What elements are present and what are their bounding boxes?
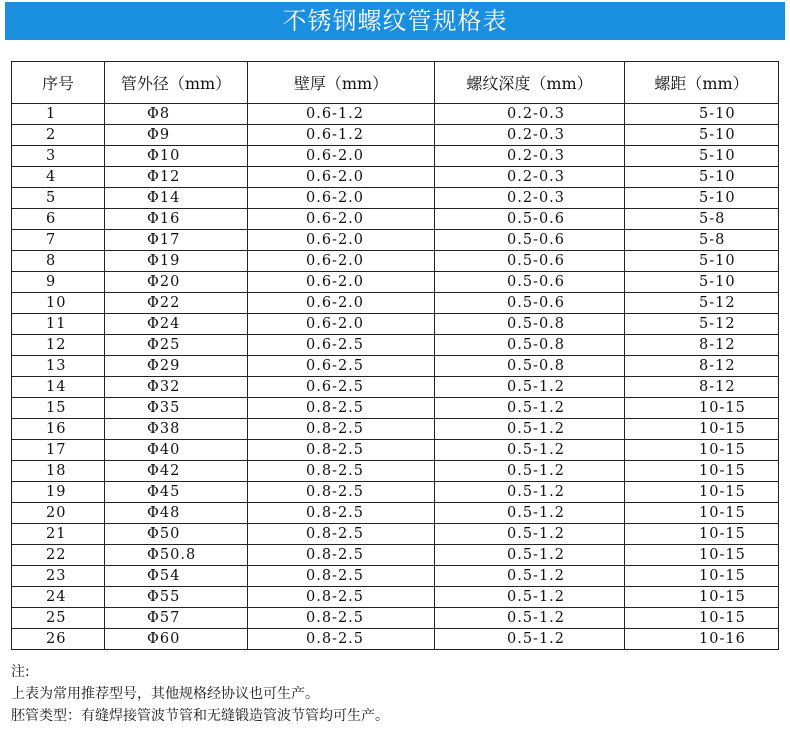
cell-pitch: 10-15: [625, 503, 779, 524]
cell-wall-thickness: 0.8-2.5: [248, 629, 435, 650]
cell-thread-depth: 0.5-1.2: [435, 482, 625, 503]
table-header-row: [12, 62, 779, 104]
cell-pitch: 8-12: [625, 377, 779, 398]
cell-index: 10: [12, 293, 105, 314]
cell-outer-diameter: Φ38: [105, 419, 248, 440]
cell-wall-thickness: 0.6-2.0: [248, 209, 435, 230]
cell-index: 6: [12, 209, 105, 230]
cell-pitch: 5-10: [625, 167, 779, 188]
cell-wall-thickness: 0.6-2.5: [248, 356, 435, 377]
notes: [11, 661, 781, 727]
cell-wall-thickness: 0.6-2.0: [248, 146, 435, 167]
cell-index: 9: [12, 272, 105, 293]
cell-pitch: 10-15: [625, 608, 779, 629]
cell-pitch: 10-15: [625, 524, 779, 545]
table-row: [12, 587, 779, 608]
cell-pitch: 5-12: [625, 293, 779, 314]
table-row: [12, 272, 779, 293]
cell-outer-diameter: Φ40: [105, 440, 248, 461]
cell-wall-thickness: 0.8-2.5: [248, 503, 435, 524]
cell-wall-thickness: 0.6-2.0: [248, 251, 435, 272]
table-row: [12, 440, 779, 461]
cell-outer-diameter: Φ16: [105, 209, 248, 230]
table-row: [12, 356, 779, 377]
cell-wall-thickness: 0.6-1.2: [248, 104, 435, 125]
table-row: [12, 566, 779, 587]
cell-pitch: 8-12: [625, 335, 779, 356]
table-row: [12, 188, 779, 209]
cell-pitch: 10-15: [625, 419, 779, 440]
header-index: 序号: [12, 62, 105, 104]
table-row: [12, 629, 779, 650]
cell-pitch: 10-15: [625, 545, 779, 566]
cell-index: 15: [12, 398, 105, 419]
cell-thread-depth: 0.2-0.3: [435, 104, 625, 125]
cell-index: 23: [12, 566, 105, 587]
cell-outer-diameter: Φ9: [105, 125, 248, 146]
cell-wall-thickness: 0.8-2.5: [248, 545, 435, 566]
cell-outer-diameter: Φ60: [105, 629, 248, 650]
header-wall-thickness: 壁厚（mm）: [248, 62, 435, 104]
cell-pitch: 10-15: [625, 587, 779, 608]
cell-pitch: 5-10: [625, 188, 779, 209]
cell-index: 11: [12, 314, 105, 335]
cell-outer-diameter: Φ25: [105, 335, 248, 356]
cell-pitch: 5-10: [625, 146, 779, 167]
cell-thread-depth: 0.5-1.2: [435, 587, 625, 608]
cell-thread-depth: 0.5-0.6: [435, 251, 625, 272]
cell-thread-depth: 0.5-0.8: [435, 356, 625, 377]
cell-index: 26: [12, 629, 105, 650]
cell-outer-diameter: Φ8: [105, 104, 248, 125]
notes-line-blank-type: 胚管类型：有缝焊接管波节管和无缝锻造管波节管均可生产。: [11, 708, 389, 724]
cell-wall-thickness: 0.6-2.0: [248, 272, 435, 293]
cell-index: 12: [12, 335, 105, 356]
cell-wall-thickness: 0.8-2.5: [248, 587, 435, 608]
cell-thread-depth: 0.2-0.3: [435, 167, 625, 188]
cell-pitch: 5-10: [625, 104, 779, 125]
table-row: [12, 608, 779, 629]
cell-pitch: 5-10: [625, 251, 779, 272]
cell-index: 16: [12, 419, 105, 440]
table-row: [12, 482, 779, 503]
table-row: [12, 524, 779, 545]
table-row: [12, 419, 779, 440]
table-row: [12, 398, 779, 419]
cell-thread-depth: 0.2-0.3: [435, 188, 625, 209]
cell-pitch: 5-8: [625, 230, 779, 251]
cell-wall-thickness: 0.8-2.5: [248, 608, 435, 629]
cell-pitch: 8-12: [625, 356, 779, 377]
cell-index: 4: [12, 167, 105, 188]
cell-wall-thickness: 0.8-2.5: [248, 524, 435, 545]
cell-outer-diameter: Φ22: [105, 293, 248, 314]
cell-thread-depth: 0.5-1.2: [435, 545, 625, 566]
table-row: [12, 146, 779, 167]
cell-pitch: 5-12: [625, 314, 779, 335]
cell-outer-diameter: Φ12: [105, 167, 248, 188]
cell-pitch: 10-15: [625, 482, 779, 503]
cell-index: 19: [12, 482, 105, 503]
spec-table: [11, 61, 779, 650]
cell-index: 22: [12, 545, 105, 566]
cell-outer-diameter: Φ24: [105, 314, 248, 335]
cell-index: 18: [12, 461, 105, 482]
cell-thread-depth: 0.5-0.6: [435, 209, 625, 230]
cell-pitch: 10-15: [625, 566, 779, 587]
cell-thread-depth: 0.5-1.2: [435, 566, 625, 587]
cell-wall-thickness: 0.6-2.0: [248, 188, 435, 209]
cell-wall-thickness: 0.6-2.0: [248, 167, 435, 188]
cell-wall-thickness: 0.8-2.5: [248, 440, 435, 461]
cell-wall-thickness: 0.8-2.5: [248, 461, 435, 482]
cell-wall-thickness: 0.6-1.2: [248, 125, 435, 146]
cell-outer-diameter: Φ50: [105, 524, 248, 545]
cell-index: 20: [12, 503, 105, 524]
page-title: 不锈钢螺纹管规格表: [282, 7, 508, 35]
table-row: [12, 230, 779, 251]
table-row: [12, 545, 779, 566]
cell-index: 17: [12, 440, 105, 461]
cell-outer-diameter: Φ10: [105, 146, 248, 167]
header-pitch: 螺距（mm）: [625, 62, 779, 104]
header-thread-depth: 螺纹深度（mm）: [435, 62, 625, 104]
table-row: [12, 377, 779, 398]
cell-outer-diameter: Φ20: [105, 272, 248, 293]
table-row: [12, 503, 779, 524]
table-row: [12, 167, 779, 188]
cell-thread-depth: 0.5-0.6: [435, 272, 625, 293]
cell-wall-thickness: 0.8-2.5: [248, 482, 435, 503]
cell-outer-diameter: Φ42: [105, 461, 248, 482]
cell-thread-depth: 0.5-0.8: [435, 335, 625, 356]
cell-pitch: 5-10: [625, 272, 779, 293]
cell-outer-diameter: Φ50.8: [105, 545, 248, 566]
notes-line-recommended: 上表为常用推荐型号，其他规格经协议也可生产。: [11, 686, 319, 702]
cell-index: 5: [12, 188, 105, 209]
table-row: [12, 461, 779, 482]
cell-pitch: 10-15: [625, 461, 779, 482]
cell-outer-diameter: Φ19: [105, 251, 248, 272]
cell-index: 21: [12, 524, 105, 545]
cell-pitch: 5-10: [625, 125, 779, 146]
cell-outer-diameter: Φ14: [105, 188, 248, 209]
table-row: [12, 335, 779, 356]
cell-pitch: 10-15: [625, 440, 779, 461]
cell-thread-depth: 0.5-0.6: [435, 293, 625, 314]
cell-thread-depth: 0.5-1.2: [435, 377, 625, 398]
cell-thread-depth: 0.5-1.2: [435, 398, 625, 419]
cell-thread-depth: 0.5-0.6: [435, 230, 625, 251]
cell-wall-thickness: 0.6-2.0: [248, 230, 435, 251]
table-row: [12, 209, 779, 230]
cell-pitch: 10-15: [625, 398, 779, 419]
cell-pitch: 10-16: [625, 629, 779, 650]
table-row: [12, 314, 779, 335]
cell-thread-depth: 0.5-1.2: [435, 503, 625, 524]
cell-index: 2: [12, 125, 105, 146]
cell-outer-diameter: Φ55: [105, 587, 248, 608]
cell-thread-depth: 0.5-1.2: [435, 419, 625, 440]
cell-thread-depth: 0.5-1.2: [435, 629, 625, 650]
cell-index: 13: [12, 356, 105, 377]
cell-index: 7: [12, 230, 105, 251]
cell-thread-depth: 0.2-0.3: [435, 125, 625, 146]
cell-wall-thickness: 0.6-2.0: [248, 314, 435, 335]
cell-outer-diameter: Φ35: [105, 398, 248, 419]
cell-pitch: 5-8: [625, 209, 779, 230]
cell-outer-diameter: Φ45: [105, 482, 248, 503]
table-row: [12, 125, 779, 146]
cell-thread-depth: 0.5-1.2: [435, 440, 625, 461]
header-outer-diameter: 管外径（mm）: [105, 62, 248, 104]
cell-outer-diameter: Φ17: [105, 230, 248, 251]
cell-thread-depth: 0.5-0.8: [435, 314, 625, 335]
cell-index: 1: [12, 104, 105, 125]
cell-thread-depth: 0.5-1.2: [435, 608, 625, 629]
cell-outer-diameter: Φ32: [105, 377, 248, 398]
cell-wall-thickness: 0.6-2.5: [248, 377, 435, 398]
cell-index: 25: [12, 608, 105, 629]
page-title-banner: [5, 2, 785, 40]
notes-heading: 注:: [11, 664, 30, 680]
cell-thread-depth: 0.5-1.2: [435, 524, 625, 545]
cell-wall-thickness: 0.8-2.5: [248, 398, 435, 419]
cell-outer-diameter: Φ48: [105, 503, 248, 524]
cell-thread-depth: 0.5-1.2: [435, 461, 625, 482]
table-body: [12, 104, 779, 650]
cell-outer-diameter: Φ29: [105, 356, 248, 377]
cell-wall-thickness: 0.6-2.5: [248, 335, 435, 356]
cell-outer-diameter: Φ57: [105, 608, 248, 629]
cell-outer-diameter: Φ54: [105, 566, 248, 587]
table-row: [12, 293, 779, 314]
cell-thread-depth: 0.2-0.3: [435, 146, 625, 167]
cell-index: 3: [12, 146, 105, 167]
cell-wall-thickness: 0.6-2.0: [248, 293, 435, 314]
table-row: [12, 251, 779, 272]
cell-index: 24: [12, 587, 105, 608]
table-row: [12, 104, 779, 125]
cell-index: 14: [12, 377, 105, 398]
cell-wall-thickness: 0.8-2.5: [248, 419, 435, 440]
cell-index: 8: [12, 251, 105, 272]
cell-wall-thickness: 0.8-2.5: [248, 566, 435, 587]
